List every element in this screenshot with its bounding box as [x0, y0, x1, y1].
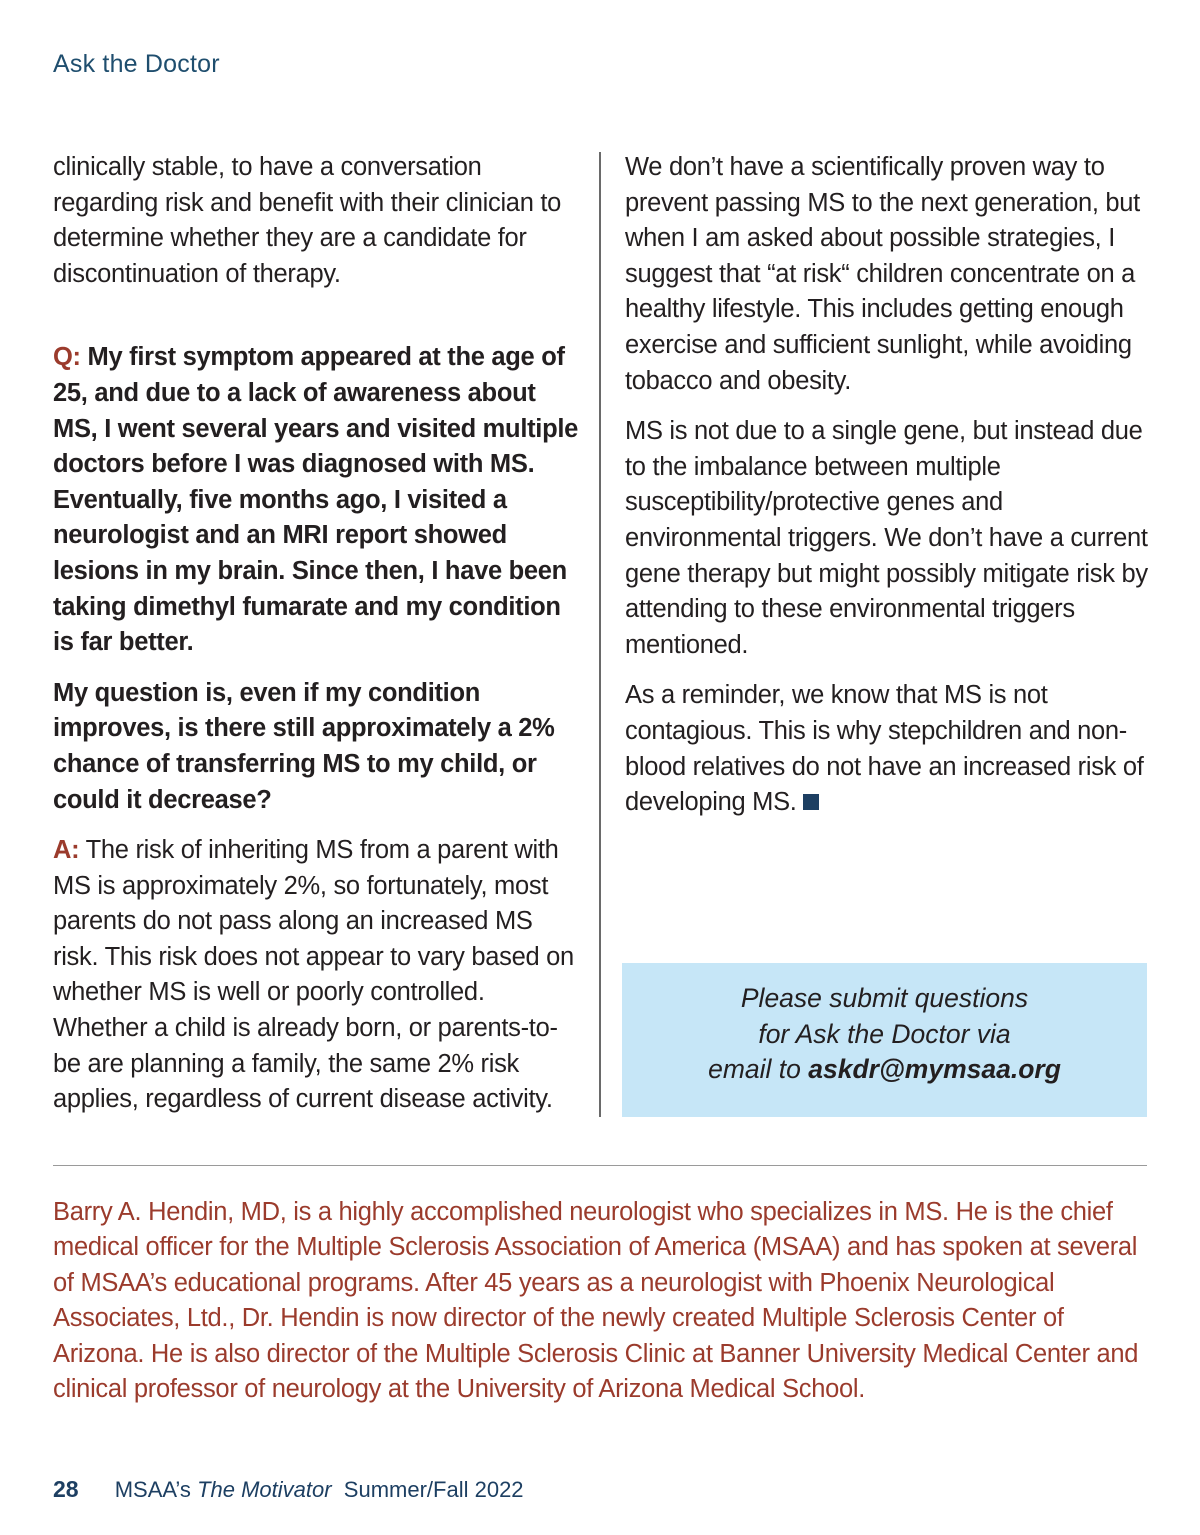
question-label: Q: [53, 343, 81, 372]
question-paragraph-1 [53, 340, 583, 660]
submit-questions-callout [622, 963, 1147, 1117]
callout-line-1: Please submit questions [740, 983, 1029, 1013]
question-paragraph-2: My question is, even if my condition improves, is there still approximately a 2% chance of transferring MS to my child, or could it decrease? [53, 678, 555, 814]
callout-email-prefix: email to [708, 1054, 809, 1085]
question-text-1: My first symptom appeared at the age of 25, and due to a lack of awareness about MS, I went several years and visited multiple doctors before I was diagnosed with MS. Eventually, five months ago, I visited a neurologist and an MRI report showed lesions in my brain. Since then, I have been taking dimethyl fumarate and my condition is far better. [53, 343, 579, 657]
answer-paragraph-1 [53, 833, 583, 1118]
answer-paragraph-3: MS is not due to a single gene, but instead due to the imbalance between multiple susceptibility/protective genes and environmental triggers. We don’t have a current gene therapy but might possibly mitigate risk by attending to these environmental triggers mentioned. [625, 417, 1148, 659]
page-footer [53, 1476, 524, 1503]
email-link[interactable]: askdr@mymsaa.org [808, 1054, 1061, 1085]
answer-paragraph-2: We don’t have a scientifically proven way to prevent passing MS to the next generation, but when I am asked about possible strategies, I suggest that “at risk“ children concentrate on a healthy lifestyle. This includes getting enough exercise and sufficient sunlight, while avoiding tobacco and obesity. [625, 153, 1140, 395]
footer-publisher: MSAA’s [114, 1477, 191, 1502]
callout-line-3 [622, 1052, 1147, 1088]
section-title: Ask the Doctor [53, 50, 220, 78]
callout-line-2: for Ask the Doctor via [758, 1018, 1011, 1049]
column-divider [599, 152, 601, 1117]
footer-publication: The Motivator [197, 1477, 332, 1502]
intro-paragraph: clinically stable, to have a conversation regarding risk and benefit with their clinician to determine whether they are a candidate for discontinuation of therapy. [53, 153, 562, 288]
answer-text-4: As a reminder, we know that MS is not contagious. This is why stepchildren and non-blood relatives do not have an increased risk of developing MS. [625, 681, 1144, 817]
page-number: 28 [53, 1476, 79, 1502]
answer-label: A: [53, 836, 80, 865]
bio-divider [53, 1165, 1147, 1166]
author-bio: Barry A. Hendin, MD, is a highly accomplished neurologist who specializes in MS. He is the chief medical officer for the Multiple Sclerosis Association of America (MSAA) and has spoken at several of MSAA’s educational programs. After 45 years as a neurologist with Phoenix Neurological Associates, Ltd., Dr. Hendin is now director of the newly created Multiple Sclerosis Center of Arizona. He is also director of the Multiple Sclerosis Clinic at Banner University Medical Center and clinical professor of neurology at the University of Arizona Medical School. [53, 1198, 1139, 1404]
right-column [625, 150, 1155, 836]
footer-issue: Summer/Fall 2022 [343, 1477, 524, 1502]
left-column [53, 150, 583, 1133]
answer-text-1: The risk of inheriting MS from a parent with MS is approximately 2%, so fortunately, most parents do not pass along an increased MS risk. This risk does not appear to vary based on whether MS is well or poorly controlled. Whether a child is already born, or parents-to-be are planning a family, the same 2% risk applies, regardless of current disease activity. [53, 836, 574, 1114]
answer-paragraph-4 [625, 678, 1155, 820]
end-mark-icon [803, 794, 819, 810]
